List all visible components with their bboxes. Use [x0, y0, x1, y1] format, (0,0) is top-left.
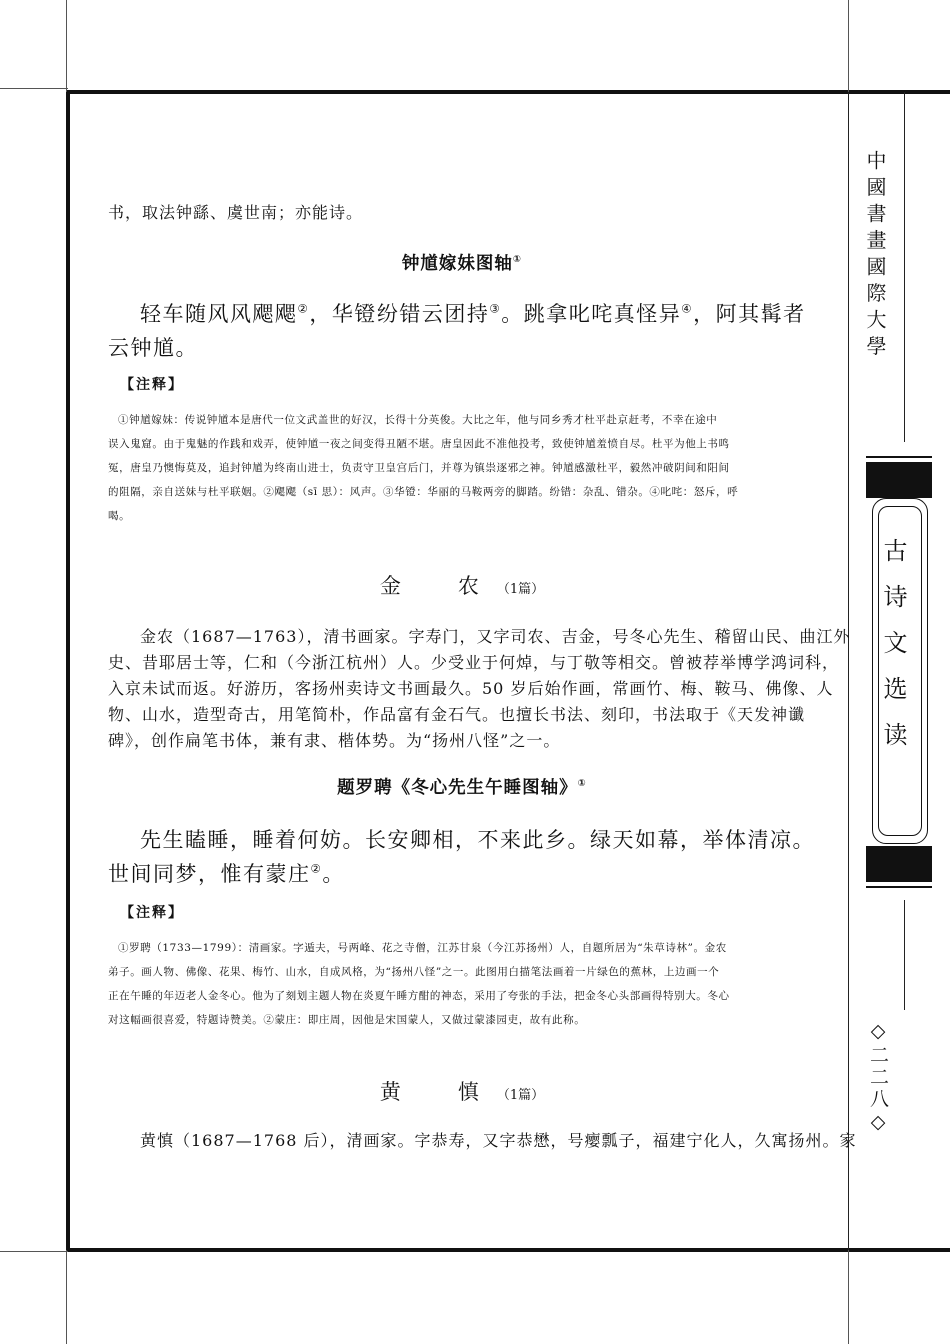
poem2-line2-b: 。: [322, 862, 345, 886]
section2-count: （1篇）: [496, 1088, 545, 1103]
section1-bio-line: 金农（1687—1763），清书画家。字寿门，又字司农、吉金，号冬心先生、稽留山民、曲江外: [140, 627, 851, 646]
section1-title: 金 农: [379, 574, 497, 598]
poem1-title-text: 钟馗嫁妹图轴: [401, 254, 513, 274]
poem1-title: [108, 250, 816, 275]
poem2-title-text: 题罗聘《冬心先生午睡图轴》: [337, 778, 578, 798]
corner-rule-vertical: [66, 0, 67, 92]
poem2-line2-a: 世间同梦，惟有蒙庄: [108, 862, 311, 886]
sidebar-header-title: 中國書畫國際大學: [863, 150, 887, 362]
sidebar-rule-bottom: [904, 900, 905, 1010]
page-number: ◇二二八◇: [867, 1020, 889, 1136]
poem1-mark-3: ③: [489, 301, 502, 316]
poem2-notes-label: 【注释】: [120, 905, 184, 921]
poem2-title-mark: ①: [577, 777, 587, 789]
poem2-note-line: ①罗聘（1733—1799）：清画家。字遁夫，号两峰、花之寺僧，江苏甘泉（今江苏扬州）人，自题所居为“朱草诗林”。金农: [118, 942, 727, 954]
poem1-note-line: 的阻隔，亲自送妹与杜平联姻。②飔飔（sī 思）：风声。③华镫：华丽的马鞍两旁的脚踏。纷错：杂乱、错杂。④叱咤：怒斥，呼: [108, 486, 739, 498]
section2-title: 黄 慎: [379, 1080, 497, 1104]
corner-rule-vertical-right: [848, 0, 849, 92]
poem1-note-line: 误入鬼窟。由于鬼魅的作践和戏弄，使钟馗一夜之间变得丑陋不堪。唐皇因此不准他投考，致使钟馗羞愤自尽。杜平为他上书鸣: [108, 438, 730, 450]
poem1-line1-a: 轻车随风风飔飔: [140, 302, 298, 326]
poem1-line1: [140, 298, 806, 328]
intro-tail-text: 书，取法钟繇、虞世南；亦能诗。: [108, 203, 364, 222]
banner-bar-bottom: [866, 846, 932, 882]
poem2-note-line: 对这幅画很喜爱，特题诗赞美。②蒙庄：即庄周，因他是宋国蒙人，又做过蒙漆园吏，故有此称。: [108, 1014, 586, 1026]
section1-bio-line: 入京未试而返。好游历，客扬州卖诗文书画最久。50 岁后始作画，常画竹、梅、鞍马、佛像、人: [108, 679, 834, 698]
section1-bio-line: 碑》，创作扁笔书体，兼有隶、楷体势。为“扬州八怪”之一。: [108, 731, 561, 750]
section2-bio-line: 黄慎（1687—1768 后），清画家。字恭寿，又字恭懋，号瘿瓢子，福建宁化人，久寓扬州。家: [140, 1131, 857, 1150]
sidebar-rule-left: [848, 92, 849, 1250]
poem2-line2: [108, 858, 345, 888]
poem2-line1: 先生瞌睡，睡着何妨。长安卿相，不来此乡。绿天如幕，举体清凉。: [140, 828, 815, 852]
poem2-mark-2: ②: [310, 861, 323, 876]
poem1-mark-2: ②: [297, 301, 310, 316]
poem1-note-line: 喝。: [108, 510, 131, 522]
section2-heading: [108, 1076, 816, 1106]
corner-rule-horizontal-bottom: [0, 1251, 68, 1252]
section1-bio-line: 物、山水，造型奇古，用笔简朴，作品富有金石气。也擅长书法、刻印，书法取于《天发神谶: [108, 705, 806, 724]
section1-bio-line: 史、昔耶居士等，仁和（今浙江杭州）人。少受业于何焯，与丁敬等相交。曾被荐举博学鸿词科，: [108, 653, 840, 672]
poem1-line1-d: ，阿其髯者: [693, 302, 806, 326]
corner-rule-horizontal: [0, 88, 68, 89]
poem1-note-line: 冤，唐皇乃懊悔莫及，追封钟馗为终南山进士，负责守卫皇宫后门，并尊为镇祟逐邪之神。钟馗感激杜平，毅然冲破阴间和阳间: [108, 462, 730, 474]
poem2-note-line: 弟子。画人物、佛像、花果、梅竹、山水，自成风格，为“扬州八怪”之一。此图用白描笔法画着一片绿色的蕉林，上边画一个: [108, 966, 720, 978]
banner-bar-top: [866, 462, 932, 498]
sidebar-rule-top: [904, 92, 905, 442]
main-content: [108, 0, 857, 1344]
poem2-note-line: 正在午睡的年迈老人金冬心。他为了刻划主题人物在炎夏午睡方酣的神态，采用了夸张的手法，把金冬心头部画得特别大。冬心: [108, 990, 730, 1002]
poem1-notes-label: 【注释】: [120, 377, 184, 393]
corner-rule-vertical-bottom: [66, 1250, 67, 1344]
banner-stripe-bottom: [866, 886, 932, 888]
poem1-line1-c: 。跳拿叱咤真怪异: [501, 302, 682, 326]
banner-stripe-top: [866, 456, 932, 458]
poem1-line2: 云钟馗。: [108, 336, 198, 360]
poem2-title: [108, 774, 816, 799]
section1-count: （1篇）: [496, 582, 545, 597]
poem1-line1-b: ，华镫纷错云团持: [309, 302, 490, 326]
corner-rule-vertical-right-bottom: [848, 1250, 849, 1344]
poem1-mark-4: ④: [681, 301, 694, 316]
sidebar-book-title: 古诗文选读: [879, 538, 907, 768]
poem1-title-mark: ①: [512, 253, 523, 265]
section1-heading: [108, 570, 816, 600]
poem1-note-line: ①钟馗嫁妹：传说钟馗本是唐代一位文武盖世的好汉，长得十分英俊。大比之年，他与同乡秀才杜平赴京赶考，不幸在途中: [118, 414, 718, 426]
